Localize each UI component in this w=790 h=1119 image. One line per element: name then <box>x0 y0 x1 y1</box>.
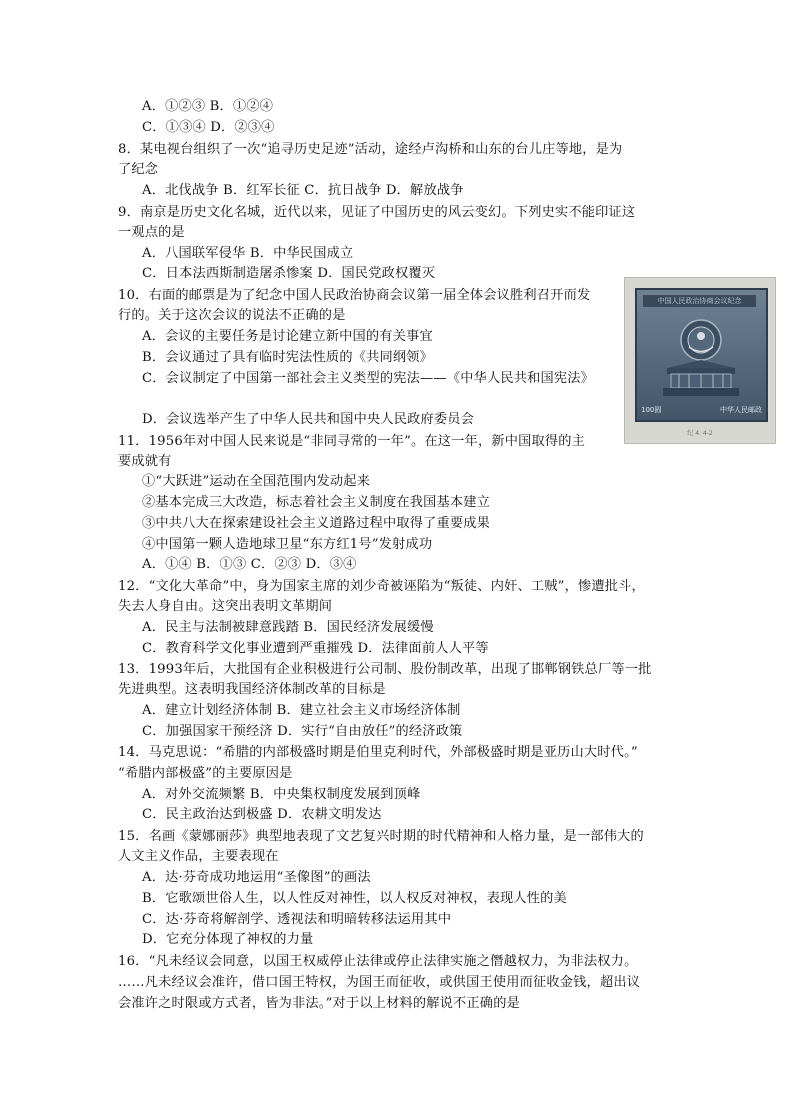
text-line: A．会议的主要任务是讨论建立新中国的有关事宜 <box>142 329 433 344</box>
cppcc-stamp-image <box>624 277 776 444</box>
text-line: 先进典型。这表明我国经济体制改革的目标是 <box>118 682 386 697</box>
text-line: “希腊内部极盛”的主要原因是 <box>118 766 293 781</box>
text-line: 人文主义作品，主要表现在 <box>118 849 279 864</box>
text-line: 16．“凡未经议会同意，以国王权威停止法律或停止法律实施之僭越权力，为非法权力。 <box>118 954 638 969</box>
emblem-icon <box>637 290 766 420</box>
text-line: 14．马克思说：“希腊的内部极盛时期是伯里克利时代，外部极盛时期是亚历山大时代。” <box>118 745 638 760</box>
stamp-footer <box>641 404 762 416</box>
text-line: C．教育科学文化事业遭到严重摧残 D．法律面前人人平等 <box>142 641 489 656</box>
stamp-country: 中华人民邮政 <box>720 406 762 414</box>
text-line: A．①④ B．①③ C．②③ D．③④ <box>142 557 357 572</box>
text-line: 8．某电视台组织了一次“追寻历史足迹”活动，途经卢沟桥和山东的台儿庄等地，是为 <box>118 142 623 157</box>
text-line: 要成就有 <box>118 454 172 469</box>
text-line: C．①③④ D．②③④ <box>142 120 275 135</box>
text-line: B．它歌颂世俗人生，以人性反对神性，以人权反对神权，表现人性的美 <box>142 891 567 906</box>
text-line: A．建立计划经济体制 B．建立社会主义市场经济体制 <box>142 703 461 718</box>
text-line: 12．“文化大革命”中，身为国家主席的刘少奇被诬陷为“叛徒、内奸、工贼”，惨遭批斗， <box>118 579 645 594</box>
text-line: A．北伐战争 B．红军长征 C．抗日战争 D．解放战争 <box>142 183 464 198</box>
text-line: B．会议通过了具有临时宪法性质的《共同纲领》 <box>142 350 434 365</box>
stamp-caption: 纪 4. 4-2 <box>687 430 713 437</box>
text-line: 一观点的是 <box>118 225 185 240</box>
text-line: A．达·芬奇成功地运用“圣像图”的画法 <box>142 870 371 885</box>
text-line: C．民主政治达到极盛 D．农耕文明发达 <box>142 807 382 822</box>
stamp-title: 中国人民政治协商会议纪念 <box>643 295 756 307</box>
text-line: ②基本完成三大改造，标志着社会主义制度在我国基本建立 <box>142 495 491 510</box>
text-line: A．民主与法制被肆意践踏 B．国民经济发展缓慢 <box>142 620 434 635</box>
text-line: 失去人身自由。这突出表明文革期间 <box>118 599 333 614</box>
text-line: 会准许之时限或方式者，皆为非法。”对于以上材料的解说不正确的是 <box>118 996 520 1011</box>
text-line: A．对外交流频繁 B．中央集权制度发展到顶峰 <box>142 787 421 802</box>
text-line: 11．1956年对中国人民来说是“非同寻常的一年”。在这一年，新中国取得的主 <box>118 434 586 449</box>
text-line: C．达·芬奇将解剖学、透视法和明暗转移法运用其中 <box>142 912 452 927</box>
text-line: 13．1993年后，大批国有企业积极进行公司制、股份制改革，出现了邯郸钢铁总厂等一批 <box>118 662 652 677</box>
text-line: ①“大跃进”运动在全国范围内发动起来 <box>142 474 371 489</box>
text-line: A．①②③ B．①②④ <box>142 99 274 114</box>
text-line: C．会议制定了中国第一部社会主义类型的宪法——《中华人民共和国宪法》 <box>142 371 595 386</box>
text-line: C．日本法西斯制造屠杀惨案 D．国民党政权覆灭 <box>142 266 436 281</box>
text-line: 9．南京是历史文化名城，近代以来，见证了中国历史的风云变幻。下列史实不能印证这 <box>118 205 636 220</box>
text-line: ③中共八大在探索建设社会主义道路过程中取得了重要成果 <box>142 516 491 531</box>
text-line: C．加强国家干预经济 D．实行“自由放任”的经济政策 <box>142 724 463 739</box>
text-line: 15．名画《蒙娜丽莎》典型地表现了文艺复兴时期的时代精神和人格力量，是一部伟大的 <box>118 829 644 844</box>
stamp-value: 100圆 <box>641 406 662 414</box>
text-line: 10．右面的邮票是为了纪念中国人民政治协商会议第一届全体会议胜利召开而发 <box>118 288 591 303</box>
text-line: D．会议选举产生了中华人民共和国中央人民政府委员会 <box>142 412 475 427</box>
text-line: 行的。关于这次会议的说法不正确的是 <box>118 308 346 323</box>
text-line: ④中国第一颗人造地球卫星“东方红1号”发射成功 <box>142 537 433 552</box>
stamp-face <box>635 288 768 422</box>
text-line: D．它充分体现了神权的力量 <box>142 932 314 947</box>
text-line: 了纪念 <box>118 162 159 177</box>
text-line: ……凡未经议会准许，借口国王特权，为国王而征收，或供国王使用而征收金钱，超出议 <box>118 975 641 990</box>
text-line: A．八国联军侵华 B．中华民国成立 <box>142 246 354 261</box>
